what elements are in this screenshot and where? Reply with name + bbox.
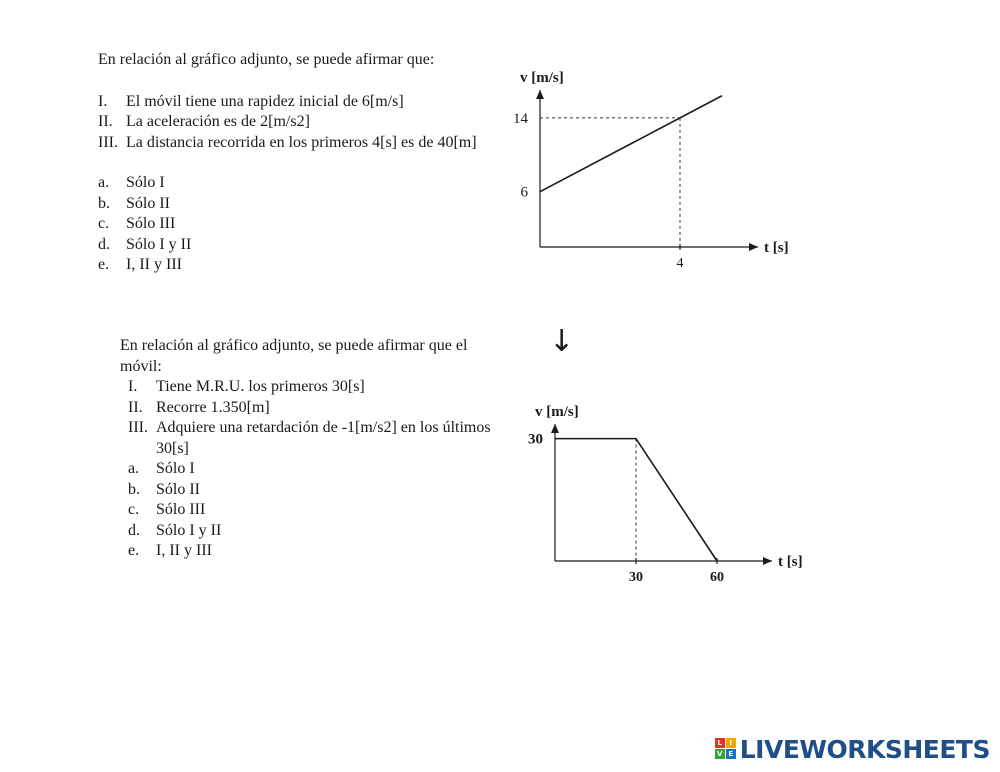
x-axis-label: t [s] xyxy=(778,554,803,570)
x-axis-arrow-icon xyxy=(749,243,758,251)
logo-text: LIVEWORKSHEETS xyxy=(739,734,990,764)
option-letter: c. xyxy=(128,501,140,518)
y-axis-arrow-icon xyxy=(536,90,544,99)
y-axis-arrow-icon xyxy=(551,424,559,433)
statement-number: II. xyxy=(128,398,143,416)
x-tick-label: 60 xyxy=(710,570,724,585)
logo-icon: L I V E xyxy=(715,738,737,760)
statement-text: Adquiere una retardación de -1[m/s2] en los últimos 30[s] xyxy=(156,419,491,457)
option-letter: a. xyxy=(128,460,140,477)
x-tick-label: 30 xyxy=(629,570,643,585)
option-letter: b. xyxy=(128,480,140,498)
statement-number: III. xyxy=(98,133,118,151)
option-text: Sólo III xyxy=(126,215,176,232)
x-axis-label: t [s] xyxy=(764,240,789,256)
statement-text: La distancia recorrida en los primeros 4[s] es de 40[m] xyxy=(126,133,477,151)
answer-option[interactable] xyxy=(128,500,512,521)
answer-option[interactable] xyxy=(98,255,490,276)
series-line xyxy=(540,96,722,192)
answer-option[interactable] xyxy=(98,214,490,235)
statement-text: Recorre 1.350[m] xyxy=(156,398,270,416)
y-axis-label: v [m/s] xyxy=(535,404,579,420)
statement-number: II. xyxy=(98,113,113,130)
y-tick-label: 30 xyxy=(528,431,543,448)
statement-item xyxy=(98,112,490,133)
answer-option[interactable] xyxy=(98,194,490,215)
question2-intro: En relación al gráfico adjunto, se puede afirmar que el móvil: xyxy=(120,337,468,375)
option-text: I, II y III xyxy=(126,256,182,273)
statement-number: I. xyxy=(128,378,138,395)
option-text: Sólo III xyxy=(156,501,206,518)
question2-block xyxy=(120,336,512,562)
option-letter: b. xyxy=(98,194,110,212)
answer-option[interactable] xyxy=(98,235,490,256)
option-text: Sólo I y II xyxy=(156,521,222,539)
statement-number: III. xyxy=(128,419,148,436)
statement-text: La aceleración es de 2[m/s2] xyxy=(126,113,310,130)
statement-text: Tiene M.R.U. los primeros 30[s] xyxy=(156,378,365,395)
y-tick-label: 14 xyxy=(513,110,528,127)
answer-option[interactable] xyxy=(128,521,512,542)
option-text: Sólo I y II xyxy=(126,235,192,253)
y-axis-label: v [m/s] xyxy=(520,70,564,86)
option-text: Sólo I xyxy=(126,174,165,191)
option-letter: a. xyxy=(98,174,110,191)
option-text: Sólo I xyxy=(156,460,195,477)
statement-item xyxy=(128,398,512,419)
option-letter: d. xyxy=(98,235,110,253)
option-text: I, II y III xyxy=(156,542,212,559)
liveworksheets-logo xyxy=(715,734,990,764)
x-tick-label: 4 xyxy=(676,256,684,271)
question1-block xyxy=(98,50,490,276)
statement-item xyxy=(98,92,490,113)
answer-option[interactable] xyxy=(128,541,512,562)
statement-item xyxy=(98,133,490,154)
statement-text: El móvil tiene una rapidez inicial de 6[m/s] xyxy=(126,92,404,110)
option-letter: e. xyxy=(128,542,140,559)
down-arrow-icon: ↓ xyxy=(549,324,575,359)
question1-intro: En relación al gráfico adjunto, se puede afirmar que: xyxy=(98,51,435,68)
x-axis-arrow-icon xyxy=(763,557,772,565)
option-letter: c. xyxy=(98,215,110,232)
answer-option[interactable] xyxy=(128,480,512,501)
statement-item xyxy=(128,418,512,459)
y-tick-label: 6 xyxy=(520,184,528,201)
statement-item xyxy=(128,377,512,398)
option-text: Sólo II xyxy=(156,480,200,498)
option-letter: e. xyxy=(98,256,110,273)
answer-option[interactable] xyxy=(98,173,490,194)
answer-option[interactable] xyxy=(128,459,512,480)
option-text: Sólo II xyxy=(126,194,170,212)
velocity-time-chart-1 xyxy=(500,60,800,290)
statement-number: I. xyxy=(98,92,108,110)
option-letter: d. xyxy=(128,521,140,539)
velocity-time-chart-2 xyxy=(510,392,810,592)
